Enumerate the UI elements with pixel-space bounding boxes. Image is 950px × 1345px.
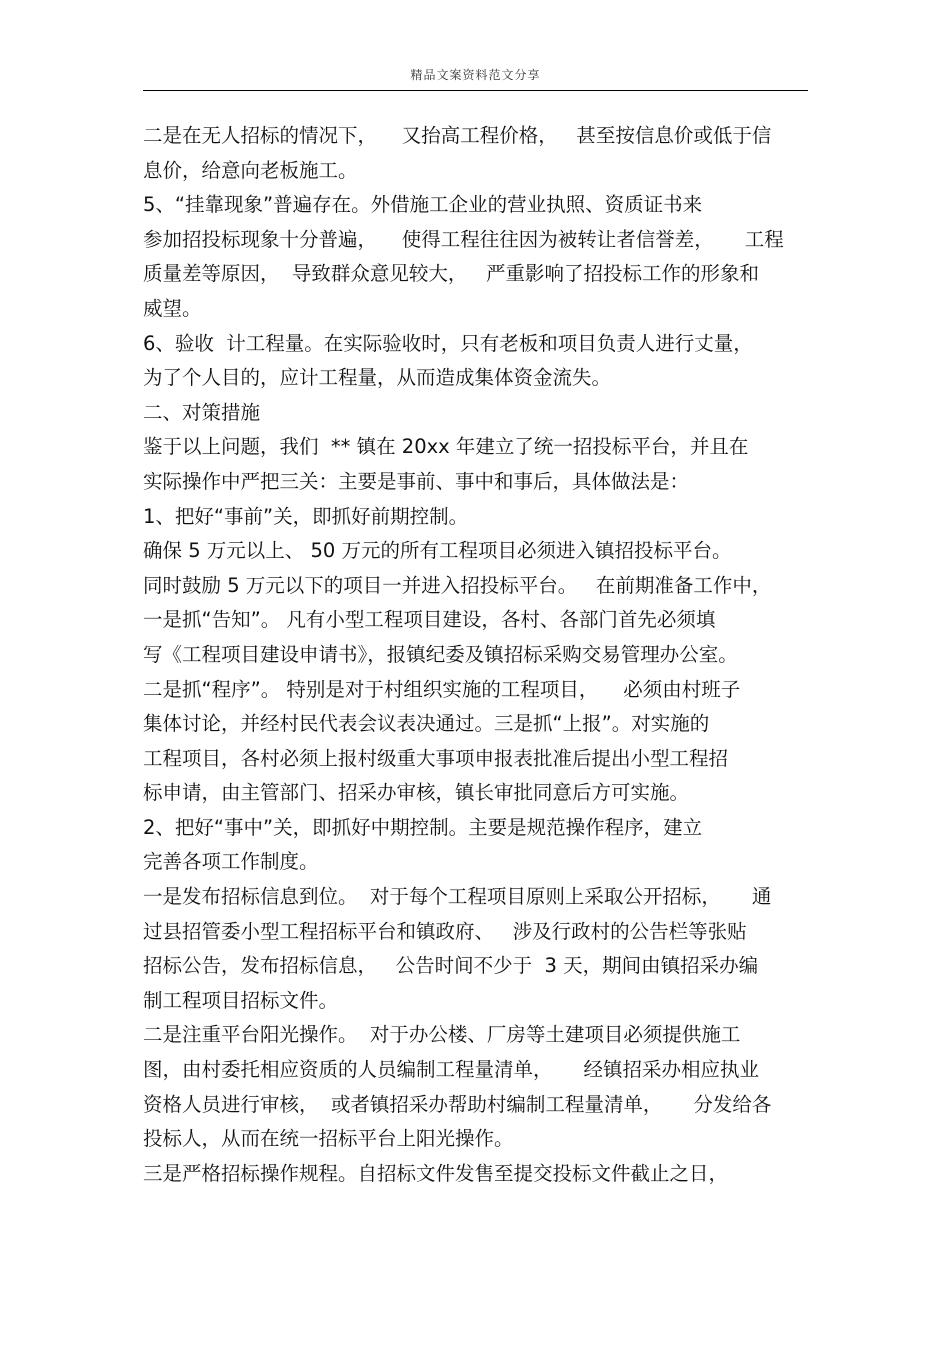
text-line: 质量差等原因， 导致群众意见较大， 严重影响了招投标工作的形象和 (143, 262, 759, 286)
text-line: 6、验收 计工程量。在实际验收时，只有老板和项目负责人进行丈量， (143, 331, 753, 355)
text-line: 过县招管委小型工程招标平台和镇政府、 涉及行政村的公告栏等张贴 (143, 919, 747, 943)
text-line: 实际操作中严把三关：主要是事前、事中和事后，具体做法是： (143, 469, 690, 493)
text-line: 一是发布招标信息到位。 对于每个工程项目原则上采取公开招标， 通 (143, 885, 772, 909)
body-text (143, 119, 823, 1191)
header-divider (143, 90, 808, 91)
text-line: 参加招投标现象十分普遍， 使得工程往往因为被转让者信誉差， 工程 (143, 227, 784, 251)
text-line: 资格人员进行审核， 或者镇招采办帮助村编制工程量清单， 分发给各 (143, 1092, 772, 1116)
section-heading: 二、对策措施 (143, 400, 261, 424)
text-line: 制工程项目招标文件。 (143, 988, 339, 1012)
text-line: 二是抓“程序”。 特别是对于村组织实施的工程项目， 必须由村班子 (143, 677, 741, 701)
text-line: 写《工程项目建设申请书》，报镇纪委及镇招标采购交易管理办公室。 (143, 642, 738, 666)
text-line: 2、把好“事中”关，即抓好中期控制。主要是规范操作程序，建立 (143, 815, 703, 839)
text-line: 5、“挂靠现象”普遍存在。外借施工企业的营业执照、资质证书来 (143, 193, 703, 217)
text-line: 工程项目，各村必须上报村级重大事项申报表批准后提出小型工程招 (143, 746, 729, 770)
text-line: 集体讨论，并经村民代表会议表决通过。三是抓“上报”。对实施的 (143, 712, 710, 736)
text-line: 同时鼓励 5 万元以下的项目一并进入招投标平台。 在前期准备工作中， (143, 573, 772, 597)
text-line: 图，由村委托相应资质的人员编制工程量清单， 经镇招采办相应执业 (143, 1058, 759, 1082)
text-line: 招标公告，发布招标信息， 公告时间不少于 3 天，期间由镇招采办编 (143, 954, 759, 978)
page-header: 精品文案资料范文分享 (410, 68, 541, 82)
text-line: 标申请，由主管部门、招采办审核，镇长审批同意后方可实施。 (143, 781, 690, 805)
text-line: 投标人，从而在统一招标平台上阳光操作。 (143, 1127, 514, 1151)
text-line: 二是在无人招标的情况下， 又抬高工程价格， 甚至按信息价或低于信 (143, 124, 772, 147)
text-line: 完善各项工作制度。 (143, 850, 319, 874)
text-line: 息价，给意向老板施工。 (143, 158, 358, 182)
text-line: 三是严格招标操作规程。自招标文件发售至提交投标文件截止之日， (143, 1161, 729, 1185)
text-line: 二是注重平台阳光操作。 对于办公楼、厂房等土建项目必须提供施工 (143, 1023, 741, 1047)
text-line: 威望。 (143, 296, 202, 320)
text-line: 为了个人目的，应计工程量，从而造成集体资金流失。 (143, 366, 612, 390)
text-line: 确保 5 万元以上、 50 万元的所有工程项目必须进入镇招投标平台。 (143, 539, 732, 563)
text-line: 鉴于以上问题，我们 ** 镇在 20xx 年建立了统一招投标平台，并且在 (143, 435, 749, 459)
text-line: 1、把好“事前”关，即抓好前期控制。 (143, 504, 469, 528)
text-line: 一是抓“告知”。 凡有小型工程项目建设，各村、各部门首先必须填 (143, 608, 716, 632)
